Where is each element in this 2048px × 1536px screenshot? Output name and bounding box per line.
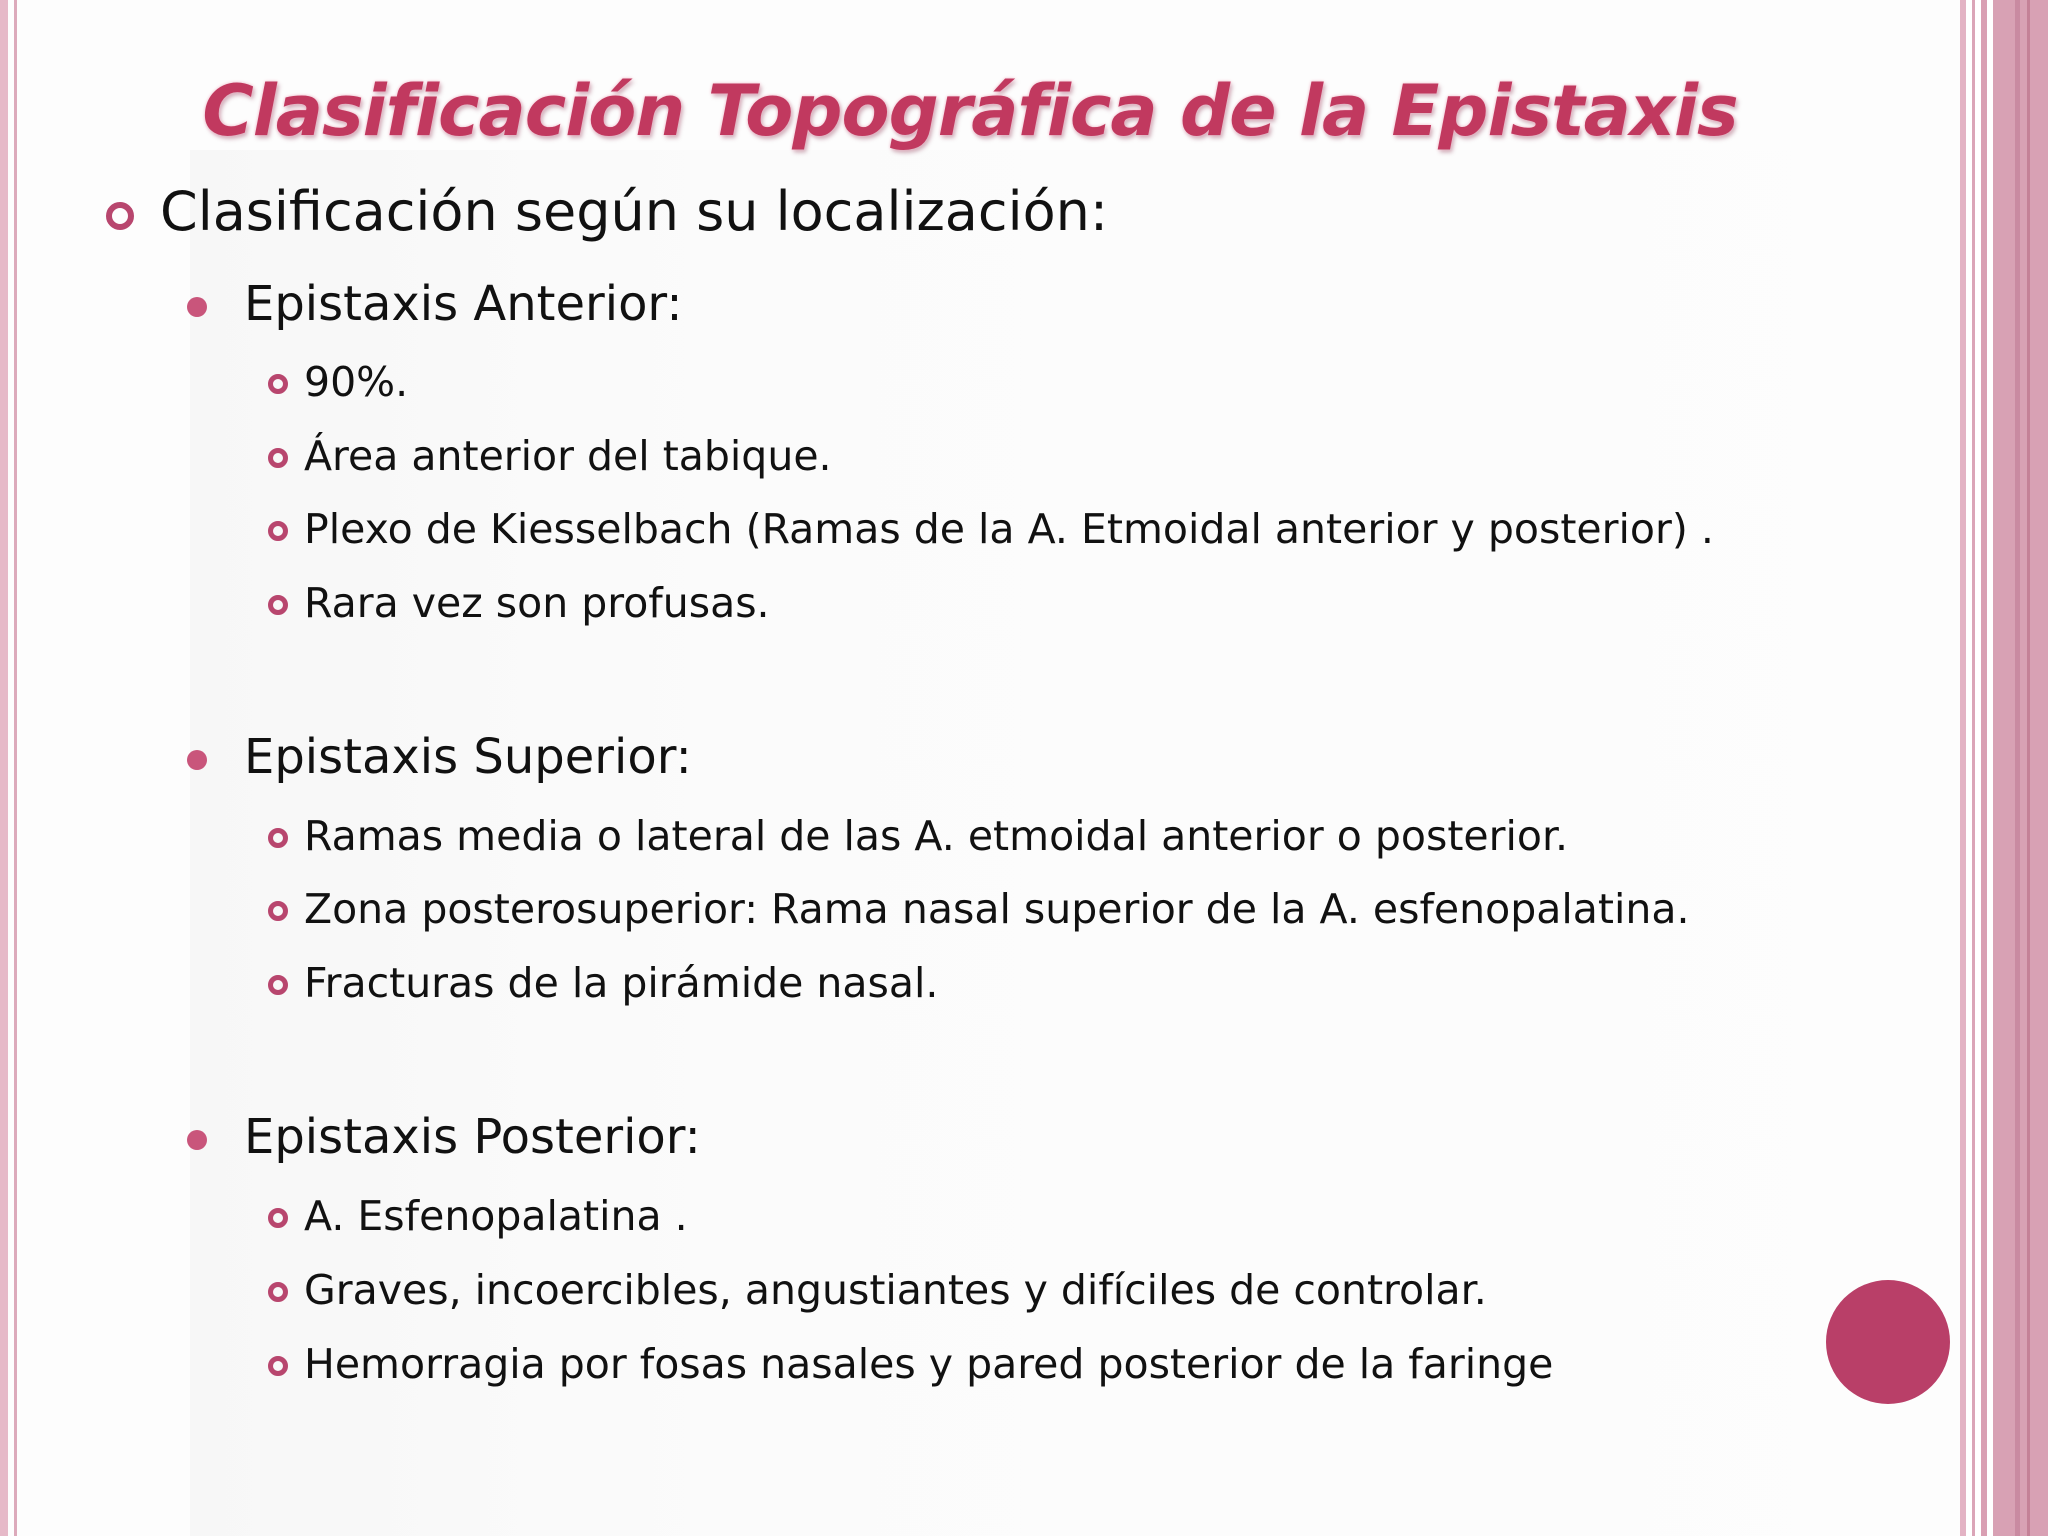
left-border-thin-line [14,0,17,1536]
list-item: Plexo de Kiesselbach (Ramas de la A. Etmoidal anterior y posterior) . [304,505,1714,553]
list-item: Hemorragia por fosas nasales y pared posterior de la faringe [304,1340,1554,1388]
list-item: Ramas media o lateral de las A. etmoidal anterior o posterior. [304,812,1569,860]
right-border-stripe [2015,0,2020,1536]
item-bullet-ring-icon [268,1356,288,1376]
heading-bullet-ring-icon [106,202,134,230]
list-item: Área anterior del tabique. [304,432,832,480]
item-bullet-ring-icon [268,901,288,921]
right-border-stripe [1993,0,2048,1536]
item-bullet-ring-icon [268,975,288,995]
item-bullet-ring-icon [268,448,288,468]
list-item: A. Esfenopalatina . [304,1192,688,1240]
section-label-anterior: Epistaxis Anterior: [244,276,683,332]
item-bullet-ring-icon [268,374,288,394]
left-border-line [0,0,8,1536]
section-label-posterior: Epistaxis Posterior: [244,1109,701,1165]
item-bullet-ring-icon [268,521,288,541]
item-bullet-ring-icon [268,828,288,848]
section-label-superior: Epistaxis Superior: [244,729,692,785]
right-border-stripe [1972,0,1975,1536]
section-bullet-dot-icon [187,750,207,770]
decorative-circle [1826,1280,1950,1404]
section-bullet-dot-icon [187,1130,207,1150]
item-bullet-ring-icon [268,1282,288,1302]
right-border-stripe [1981,0,1987,1536]
item-bullet-ring-icon [268,595,288,615]
item-bullet-ring-icon [268,1208,288,1228]
slide-title: Clasificación Topográfica de la Epistaxis [202,70,1738,152]
right-border-stripe [2027,0,2030,1536]
list-item: 90%. [304,358,409,406]
list-item: Graves, incoercibles, angustiantes y difíciles de controlar. [304,1266,1487,1314]
section-bullet-dot-icon [187,297,207,317]
list-item: Fracturas de la pirámide nasal. [304,959,939,1007]
list-item: Rara vez son profusas. [304,579,770,627]
list-item: Zona posterosuperior: Rama nasal superior de la A. esfenopalatina. [304,885,1690,933]
right-border-stripe [1960,0,1966,1536]
slide-heading: Clasificación según su localización: [160,180,1109,243]
